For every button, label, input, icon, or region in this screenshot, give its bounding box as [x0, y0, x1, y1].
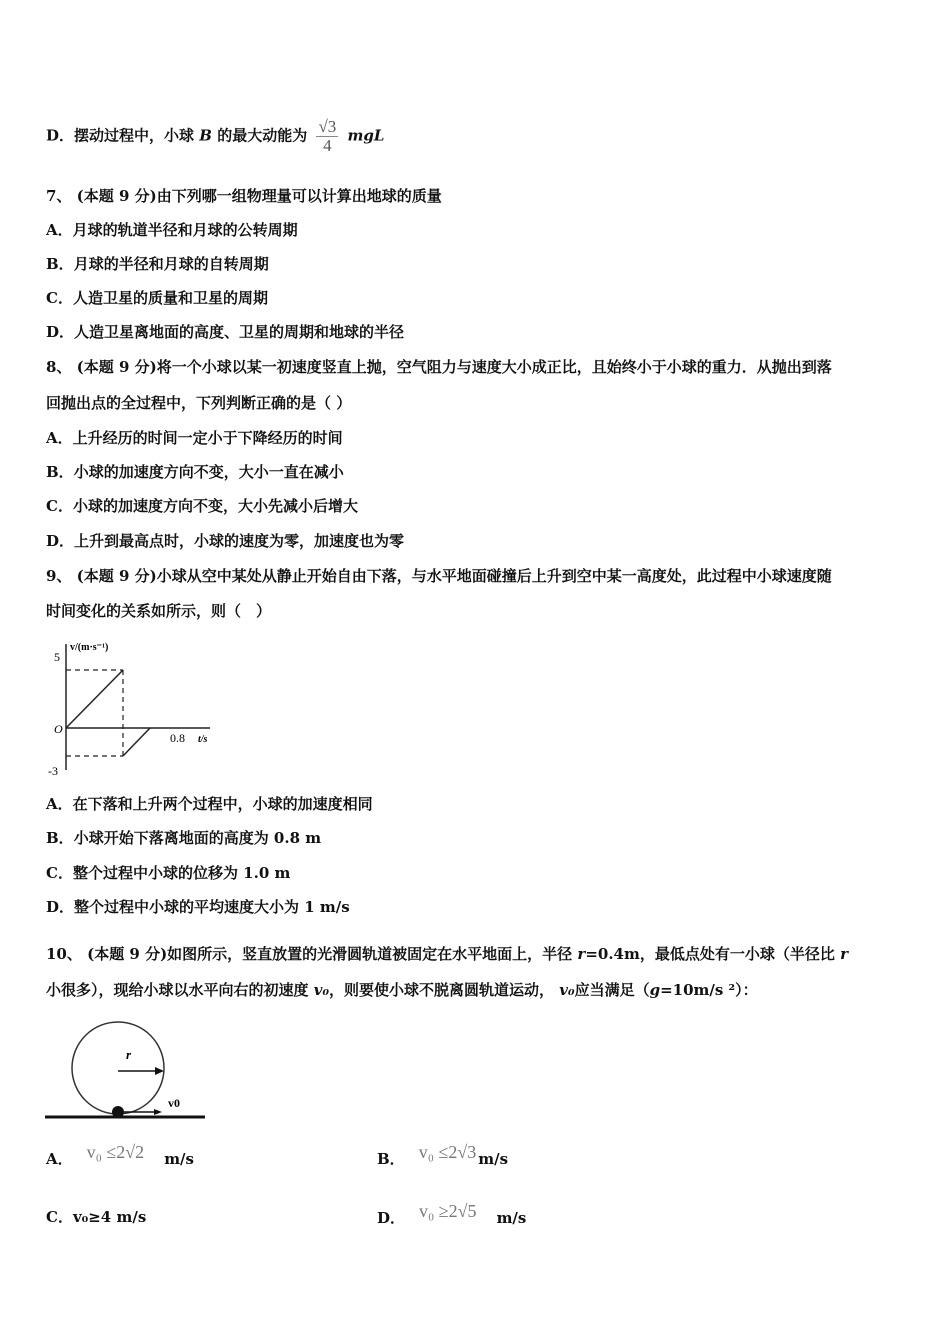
x-tick-0.8: 0.8: [170, 731, 185, 745]
circular-track-figure: [40, 1015, 220, 1125]
origin-label: O: [54, 722, 63, 736]
option-text: 上升到最高点时，小球的速度为零，加速度也为零: [74, 532, 405, 550]
stem-text: ，则要使小球不脱离圆轨道运动，: [329, 981, 560, 999]
formula-tail: mgL: [347, 126, 385, 145]
option-label: A．: [46, 795, 73, 813]
y-axis-label: v/(m·s⁻¹): [70, 642, 109, 653]
q10-stem-line2: [46, 980, 758, 1000]
q8-option-c: [46, 496, 358, 516]
q8-option-d: [46, 531, 404, 551]
ball: [112, 1106, 124, 1118]
option-text: 小球的加速度方向不变，大小一直在减小: [73, 463, 344, 481]
var-r: r: [840, 945, 848, 963]
stem-text: 应当满足（: [574, 981, 650, 999]
q7-stem: 7、 (本题 9 分)由下列哪一组物理量可以计算出地球的质量: [46, 187, 442, 205]
option-unit: m/s: [164, 1150, 194, 1168]
q7-option-c: [46, 288, 268, 308]
q10-stem-line1: [46, 944, 848, 964]
option-text: 整个过程中小球的位移为 1.0 m: [72, 864, 291, 882]
q10-option-a: [46, 1142, 194, 1169]
stem-text: 小很多），现给小球以水平向右的初速度: [46, 981, 314, 999]
option-unit: m/s: [496, 1209, 527, 1227]
option-label: C．: [46, 864, 73, 882]
fraction: [316, 118, 338, 155]
q9-option-d: [46, 897, 350, 917]
x-axis-label: t/s: [198, 734, 208, 745]
option-text: 月球的轨道半径和月球的公转周期: [72, 221, 298, 239]
option-text: 的最大动能为: [217, 126, 308, 145]
fall-line: [66, 670, 123, 728]
option-text: v₀≥4 m/s: [72, 1208, 147, 1226]
option-label: D．: [46, 898, 75, 916]
v0-label: v0: [168, 1096, 180, 1110]
option-label: D．: [377, 1209, 406, 1227]
option-label: D．: [46, 532, 75, 550]
var-v0: v₀: [313, 981, 330, 999]
option-label: D．: [46, 323, 75, 341]
q7-option-a: [46, 220, 298, 240]
option-text: 人造卫星的质量和卫星的周期: [72, 289, 268, 307]
option-unit: m/s: [478, 1150, 509, 1168]
var-r: r: [577, 945, 586, 963]
option-text: 小球的加速度方向不变，大小先减小后增大: [72, 497, 358, 515]
y-tick-neg3: -3: [48, 764, 58, 778]
q10-option-d: [377, 1201, 527, 1228]
option-label: C．: [46, 1208, 73, 1226]
option-label: B．: [46, 463, 74, 481]
option-label: A．: [46, 221, 73, 239]
q6-option-d: [46, 118, 384, 155]
stem-text: =0.4m，最低点处有一小球（半径比: [585, 945, 841, 963]
stem-text: =10m/s ²）：: [660, 981, 758, 999]
option-label: A．: [46, 429, 73, 447]
q8-option-b: [46, 462, 344, 482]
fraction-numerator: √3: [318, 117, 337, 136]
var-v0: v₀: [559, 981, 575, 999]
q8-stem-line2: 回抛出点的全过程中，下列判断正确的是（ ）: [46, 394, 352, 412]
var-g: g: [649, 981, 661, 999]
q7-option-d: [46, 322, 404, 342]
option-label: B．: [46, 255, 74, 273]
option-text: 摆动过程中，小球: [74, 126, 195, 145]
r-label: r: [126, 1047, 132, 1062]
q8-stem-line1: 8、 (本题 9 分)将一个小球以某一初速度竖直上抛，空气阻力与速度大小成正比，且始终小于小球的重力．从抛出到落: [46, 358, 832, 376]
option-math: v₀ ≤2√2: [86, 1142, 145, 1162]
q10-option-b: [377, 1142, 509, 1169]
option-text: 月球的半径和月球的自转周期: [73, 255, 269, 273]
option-text: 在下落和上升两个过程中，小球的加速度相同: [72, 795, 373, 813]
var-b: B: [199, 126, 212, 145]
velocity-time-graph: [40, 630, 230, 780]
option-label: C．: [46, 497, 73, 515]
circular-track: [72, 1022, 164, 1114]
q9-option-b: [46, 828, 321, 848]
option-label: B．: [46, 829, 74, 847]
q9-stem-line2: 时间变化的关系如所示，则（ ）: [46, 602, 272, 620]
q9-option-c: [46, 863, 290, 883]
option-label: D．: [46, 126, 75, 145]
q8-option-a: [46, 428, 343, 448]
option-label: C．: [46, 289, 73, 307]
option-text: 上升经历的时间一定小于下降经历的时间: [72, 429, 343, 447]
option-text: 整个过程中小球的平均速度大小为 1 m/s: [74, 898, 350, 916]
option-math: v₀ ≥2√5: [419, 1201, 477, 1221]
stem-text: 10、 (本题 9 分)如图所示，竖直放置的光滑圆轨道被固定在水平地面上，半径: [46, 945, 578, 963]
q9-stem-line1: 9、 (本题 9 分)小球从空中某处从静止开始自由下落，与水平地面碰撞后上升到空中某一高度处，此过程中小球速度随: [46, 567, 832, 585]
option-text: 人造卫星离地面的高度、卫星的周期和地球的半径: [74, 323, 405, 341]
option-label: B．: [377, 1150, 405, 1168]
fraction-denominator: 4: [323, 136, 332, 155]
option-text: 小球开始下落离地面的高度为 0.8 m: [73, 829, 322, 847]
option-label: A．: [46, 1150, 73, 1168]
q7-option-b: [46, 254, 269, 274]
y-tick-5: 5: [54, 650, 60, 664]
q9-option-a: [46, 794, 373, 814]
rise-line: [123, 728, 150, 756]
q10-option-c: [46, 1207, 146, 1227]
option-math: v₀ ≤2√3: [418, 1142, 477, 1162]
